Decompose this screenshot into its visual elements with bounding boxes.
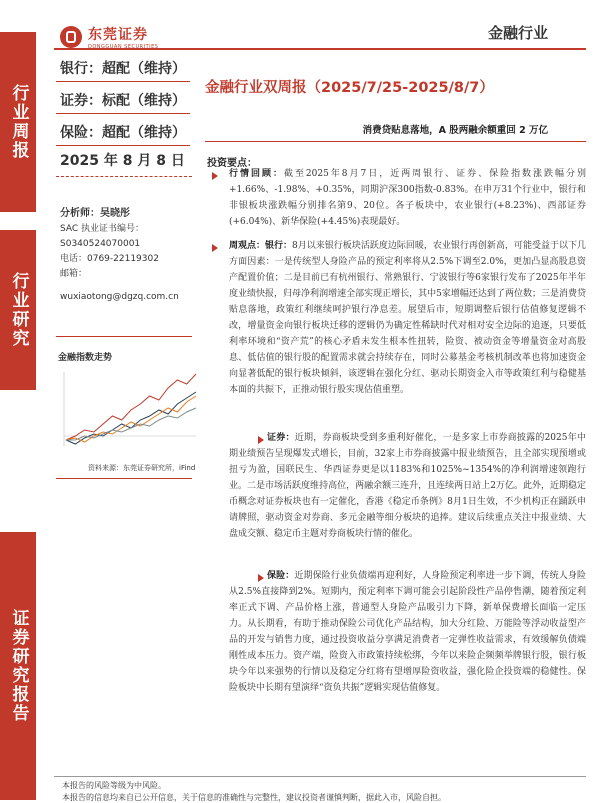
report-title: 金融行业双周报（2025/7/25-2025/8/7） [205, 80, 494, 96]
analyst-phone: 电话：0769-22119302 [60, 254, 159, 264]
strip-label-weekly: 行业周报 [8, 84, 29, 160]
rating-divider [56, 145, 190, 146]
chart-series-group [66, 374, 196, 444]
para-key-insurance: 保险： [267, 571, 295, 581]
email-label: 邮箱： [60, 269, 88, 279]
industry-tag: 金融行业 [487, 24, 548, 42]
cert-number: S0340524070001 [60, 239, 141, 249]
strip-block-report [0, 532, 36, 800]
points-heading: 投资要点： [207, 158, 257, 169]
logo-icon [60, 26, 82, 48]
rating-divider [56, 81, 190, 82]
bullet-icon [212, 172, 218, 180]
para-bank [229, 238, 586, 398]
report-subtitle: 消费贷贴息落地，A 股两融余额重回 2 万亿 [362, 125, 548, 136]
rating-insurance: 保险：超配（维持） [60, 125, 186, 141]
para-key-securities: 证券： [267, 433, 295, 443]
side-strip [0, 32, 36, 800]
para-insurance [229, 568, 586, 696]
rating-securities: 证券：标配（维持） [60, 93, 186, 109]
rating-bank: 银行：超配（维持） [60, 61, 186, 77]
para-market-review [229, 166, 586, 230]
index-trend-chart [58, 366, 200, 452]
subtitle-divider [205, 141, 586, 142]
para-key-bank: 周观点：银行： [229, 241, 293, 251]
strip-label-report: 证券研究报告 [8, 609, 29, 723]
footer-disclaimer: 本报告的信息均来自已公开信息，关于信息的准确性与完整性，建议投资者谨慎判断，据此入市，风险自担。 [62, 793, 446, 802]
para-text-securities: 近期，券商板块受到多重利好催化，一是多家上市券商披露的2025年中期业绩预告呈现爆发式增长，目前，32家上市券商披露中报业绩预告，且全部实现预增或扭亏为盈，国联民生、华西证券更是以1183%和1025%~1354%的净利润增速领跑行业。二是市场活跃度维持高位，两融余额三连升，且连续两日站上2万亿。此外，近期稳定币概念对证券板块也有一定催化，香港《稳定币条例》8月1日生效，不少机构正在踊跃申请牌照，驱动资金对券商、多元金融等细分板块的追捧。建议后续重点关注中报业绩、大盘成交额、稳定币主题对券商板块行情的催化。 [229, 433, 586, 539]
header-divider [54, 48, 586, 50]
para-securities [229, 430, 586, 542]
analyst-name: 分析师：吴晓彤 [60, 208, 130, 219]
strip-block-weekly [0, 32, 36, 212]
chart-series-line-0 [66, 374, 196, 440]
logo-text: 东莞证券 [88, 27, 148, 43]
strip-block-research [0, 230, 36, 390]
logo-subtext: DONGGUAN SECURITIES [88, 44, 159, 50]
analyst-divider [56, 336, 192, 337]
date-divider [56, 176, 192, 177]
bullet-icon [212, 244, 218, 252]
strip-label-research: 行业研究 [8, 272, 29, 348]
para-text-market: 截至2025年8月7日，近两周银行、证券、保险指数涨跌幅分别+1.66%、-1.98%、+0.35%，同期沪深300指数-0.83%。在申万31个行业中，银行和非银板块涨跌幅分别排名第9、20位。各子板块中，农业银行(+8.23%)、西部证券(+6.04%)、新华保险(+4.45%)表现最好。 [229, 169, 586, 227]
para-text-bank: 8月以来银行板块活跃度边际回暖，农业银行再创新高，可能受益于以下几方面因素：一是传统型人身险产品的预定利率将从2.5%下调至2.0%，更加凸显高股息资产配置价值；二是目前已有杭州银行、常熟银行、宁波银行等6家银行发布了2025年半年度业绩快报，归母净利润增速全部实现正增长，其中5家增幅还达到了两位数；三是消费贷贴息落地，政策红利继续呵护银行净息差。展望后市，短期调整后银行估值修复逻辑不改，增量资金向银行板块迁移的逻辑仍为确定性稀缺时代对相对安全边际的追逐，只要低利率环境和“资产荒”的核心矛盾未发生根本性扭转，险资、被动资金等增量资金对高股息、低估值的银行股的配置需求就会持续存在，同时公募基金考核机制改革也将加速资金向显著低配的银行板块倾斜，该逻辑在强化分红、驱动长期资金入市等政策红利与稳健基本面的共振下，正推动银行股实现估值重塑。 [229, 241, 586, 395]
rating-divider [56, 113, 190, 114]
company-logo [60, 24, 158, 50]
chart-series-line-3 [66, 408, 196, 440]
para-text-insurance: 近期保险行业负债端再迎利好，人身险预定利率进一步下调，传统人身险从2.5%直接降到2%。短期内，预定利率下调可能会引起阶段性产品停售潮，随着预定利率正式下调、产品价格上涨，普通型人身险产品吸引力下降，新单保费增长面临一定压力。从长期看，有助于推动保险公司优化产品结构，加大分红险、万能险等浮动收益型产品的开发与销售力度，通过投资收益分享满足消费者一定弹性收益需求，有效缓解负债端刚性成本压力。资产端，险资入市政策持续松绑，今年以来险企频频举牌银行股，银行板块今年以来强势的行情以及稳定分红将有望增厚险资收益，强化险企投资端的稳健性。保险板块中长期有望演绎“资负共振”逻辑实现估值修复。 [229, 571, 586, 693]
analyst-info [60, 206, 179, 305]
cert-label: SAC 执业证书编号： [60, 224, 145, 234]
chart-title: 金融指数走势 [58, 353, 113, 363]
chart-source: 资料来源：东莞证券研究所，iFind [88, 464, 196, 472]
footer-risk: 本报告的风险等级为中风险。 [62, 781, 166, 790]
footer-divider [54, 776, 586, 777]
chart-series-line-2 [66, 396, 196, 442]
analyst-email[interactable]: wuxiaotong@dgzq.com.cn [60, 292, 179, 302]
chart-divider [56, 478, 192, 479]
para-key-market: 行情回顾： [229, 169, 284, 179]
report-date: 2025 年 8 月 8 日 [60, 153, 185, 169]
